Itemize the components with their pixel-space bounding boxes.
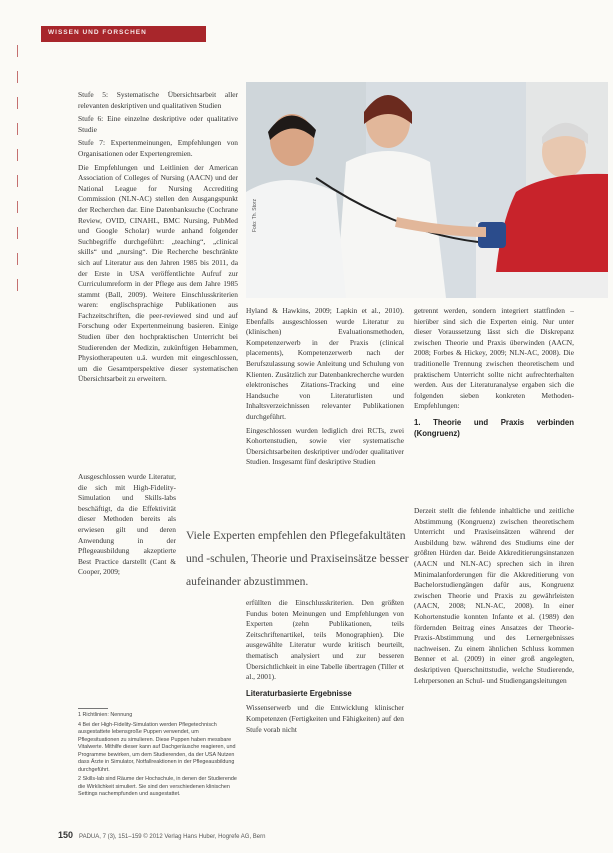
section-heading: Literaturbasierte Ergebnisse (246, 688, 352, 698)
nursing-photo (246, 82, 608, 298)
footnote: 2 Skills-lab sind Räume der Hochschule, in denen der Studierende die Wirklichkeit simuliert. Sie sind den verschiedenen klinischen Settings nachempfunden und ausgestattet. (78, 776, 237, 797)
section-heading: 1. Theorie und Praxis verbinden (Kongruenz) (414, 417, 574, 438)
paragraph: Stufe 5: Systematische Übersichtsarbeit aller relevanten deskriptiven und qualitativen Studien (78, 90, 238, 110)
paragraph: Stufe 7: Expertenmeinungen, Empfehlungen von Organisationen oder Expertengremien. (78, 138, 238, 158)
column-1-top (78, 90, 238, 388)
paragraph: Stufe 6: Eine einzelne deskriptive oder qualitative Studie (78, 114, 238, 134)
section-header-label: WISSEN UND FORSCHEN (48, 29, 147, 36)
column-3-bottom (414, 506, 574, 689)
footnote: 4 Bei der High-Fidelity-Simulation werden Pflegetechnisch ausgestattete lebensgroße Puppen verwendet, um Pflegesituationen zu simulieren. Diese Puppen haben messbare Vitalwerte. Mithilfe dieser kann auf Dachgeräusche reagieren, und Programme bewirken, um dem Studierenden, da der USA Nutzen dass Ärzte in Simulator, Notfallreaktionen in der Pflegeausbildung durchgeführt. (78, 721, 236, 773)
column-1-lower (78, 472, 176, 581)
paragraph: Hyland & Hawkins, 2009; Lapkin et al., 2010). Ebenfalls ausgeschlossen wurde Literatur zu (klinischen) Evaluationsmethoden, Kompetenzerwerb in der Praxis (clinical placements), Kompetenzerwerb nach der Berufszulassung sowie Anleitung und Schulung von Klienten. Zusätzlich zur Datenbankrecherche wurden elektronisches Zitations-Tracking und eine Handsuche von Literaturlisten und Inhaltsverzeichnissen relevanter Publikationen durchgeführt. (246, 306, 404, 421)
paragraph: Wissenserwerb und die Entwicklung klinischer Kompetenzen (Fertigkeiten und Fähigkeiten) auf den Stufe vorab nicht (246, 703, 404, 734)
page-number: 150 (58, 830, 74, 840)
margin-marks (17, 45, 20, 305)
paragraph: Derzeit stellt die fehlende inhaltliche und zeitliche Abstimmung (Kongruenz) zwischen theoretischem Unterricht und Praxiseinsätzen während der Ausbildung bzw. während des Studiums eine der größten Hürden dar. Beide Akkreditierungsinstanzen (AACN und NLN-AC) sprechen sich in ihren Minimalanforderungen für die Akkreditierung von Bachelorstudiengängen dafür aus, Kongruenz zwischen Theorie und Praxis zu gewährleisten (AACN, 2008; NLN-AC, 2008). In einer Kohortenstudie konnten Infante et al. (1989) den fördernden Beitrag eines Ansatzes der Theorie-Praxis-Abstimmung und des Lernergebnisses nachweisen. Zu einem ähnlichen Schluss kommen Benner et al. (2009) in einer groß angelegten, deskriptiven Querschnittstudie, welche Studierende, Lehrpersonen an Schul- und Studiengangsleitungen (414, 506, 574, 685)
footnotes (78, 712, 238, 801)
column-3-top (414, 306, 574, 443)
paragraph: Ausgeschlossen wurde Literatur, die sich mit High-Fidelity-Simulation und Skills-labs beschäftigt, da die Effektivität dieser Methoden bereits als erwiesen gilt und deren Anwendung in der Pflegeausbildung akzeptierte Best Practice darstellt (Cant & Cooper, 2009; (78, 472, 176, 577)
footnote: 1 Richtlinien: Nennung (78, 712, 133, 718)
column-2-top (246, 306, 404, 471)
footer-citation: PADUA, 7 (3), 151–159 © 2012 Verlag Hans Huber, Hogrefe AG, Bern (79, 834, 266, 840)
column-2-bottom (246, 598, 404, 738)
pull-quote: Viele Experten empfehlen den Pflegefakultäten und -schulen, Theorie und Praxiseinsätze besser aufeinander abzustimmen. (186, 529, 409, 588)
photo-illustration (246, 82, 608, 298)
paragraph: getrennt werden, sondern integriert stattfinden – hierüber sind sich die Experten einig. Nur unter dieser Voraussetzung lässt sich die Diskrepanz zwischen Theorie und Praxis überwinden (AACN, 2008; Forbes & Hickey, 2009; NLN-AC, 2008). Die traditionelle Trennung zwischen theoretischem und praktischem Unterricht sollte nicht aufrechterhalten werden. Aus der Literaturanalyse ergaben sich die folgenden sieben konkreten Methoden-Empfehlungen: (414, 306, 574, 411)
footnote-divider (78, 708, 108, 709)
photo-credit: Foto: Th. Storz (252, 199, 258, 232)
paragraph: Die Empfehlungen und Leitlinien der American Association of Colleges of Nursing (AACN) und der National League for Nursing Accrediting Commission (NLN-AC) stellen den Ausgangspunkt der Recherchen dar. Eine Datenbanksuche (Cochrane Review, OVID, CINAHL, BMC Nursing, PubMed und Google Scholar) wurde anhand folgender Suchbegriffe durchgeführt: „teaching“, „clinical skills“ und „nursing“. Die Recherche beschränkte sich auf Literatur aus den Jahren 1985 bis 2011, da der Erste in USA veröffentlichte Aufruf zur Curriculumreform in der Pflege aus dem Jahre 1985 stammt (Ball, 2009). Weitere Einschlusskriterien waren: englischsprachige Publikationen aus Fachzeitschriften, die peer-reviewed sind und auf Forschung oder Expertenmeinung basieren. Einige Studien über den hochpraktischen Unterricht bei Studierenden der Medizin, zukünftigen Hebammen, Physiotherapeuten u.ä. wurden mit eingeschlossen, um die Gesamtperspektive dieser systematischen Übersichtsarbeit zu erweitern. (78, 162, 238, 384)
paragraph: Eingeschlossen wurden lediglich drei RCTs, zwei Kohortenstudien, sowie vier systematische Übersichtsarbeiten deskriptiver und/oder qualitativer Studien. Insgesamt fünf deskriptive Studien (246, 425, 404, 467)
paragraph: erfüllten die Einschlusskriterien. Den größten Fundus boten Meinungen und Empfehlungen von Experten (zehn Publikationen, teils Zeitschriftenartikel, teils Monographien). Die ausgewählte Literatur wurde kritisch beurteilt, thematisch analysiert und zur besseren Übersichtlichkeit in eine Tabelle übertragen (Tiller et al., 2001). (246, 598, 404, 682)
page-footer (58, 830, 265, 840)
